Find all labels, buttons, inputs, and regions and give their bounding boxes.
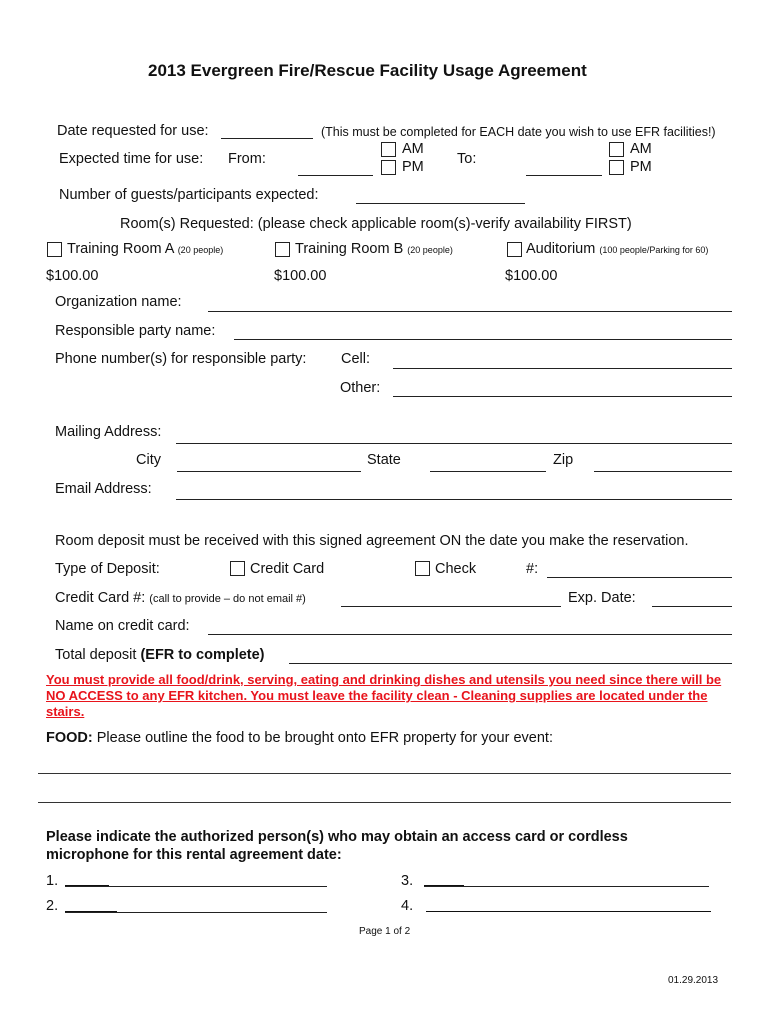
food-instructions: Please outline the food to be brought onto EFR property for your event: [96, 730, 553, 746]
food-label: FOOD: [46, 730, 93, 746]
guests-field[interactable] [356, 203, 525, 204]
credit-card-checkbox[interactable] [230, 561, 245, 576]
auditorium-price: $100.00 [505, 268, 558, 284]
authorized-number-3: 3. [401, 873, 414, 889]
food-line-1[interactable] [38, 773, 731, 774]
check-number-field[interactable] [547, 577, 732, 578]
expected-time-label: Expected time for use: [59, 151, 204, 167]
authorized-heading: Please indicate the authorized person(s) who may obtain an access card or cordless microphone for this rental agreement date: [46, 829, 628, 863]
from-am-label: AM [402, 141, 424, 157]
date-requested-note: (This must be completed for EACH date you wish to use EFR facilities!) [321, 125, 716, 139]
revision-date: 01.29.2013 [668, 975, 719, 986]
time-from-label: From: [228, 151, 266, 167]
to-pm-label: PM [630, 159, 652, 175]
check-number-label: #: [526, 561, 539, 577]
cell-field[interactable] [393, 368, 732, 369]
room-a-capacity: (20 people) [177, 245, 224, 255]
auditorium-capacity: (100 people/Parking for 60) [599, 245, 709, 255]
room-b-capacity: (20 people) [407, 245, 453, 255]
room-a-checkbox[interactable] [47, 242, 62, 257]
total-deposit-label: Total deposit [55, 647, 137, 663]
deposit-type-label: Type of Deposit: [55, 561, 160, 577]
city-field[interactable] [177, 471, 361, 472]
from-pm-checkbox[interactable] [381, 160, 396, 175]
to-am-checkbox[interactable] [609, 142, 624, 157]
check-label: Check [435, 561, 477, 577]
guests-label: Number of guests/participants expected: [59, 187, 319, 203]
other-phone-label: Other: [340, 380, 381, 396]
food-line-2[interactable] [38, 802, 731, 803]
authorized-person-4-field[interactable] [426, 911, 711, 912]
cc-number-label: Credit Card #: [55, 590, 146, 606]
authorized-person-1-field[interactable] [65, 886, 327, 887]
authorized-person-1-underline [65, 885, 109, 886]
authorized-person-3-underline [424, 885, 464, 886]
total-deposit-field[interactable] [289, 663, 732, 664]
name-on-card-label: Name on credit card: [55, 618, 190, 634]
rooms-heading: Room(s) Requested: (please check applicable room(s)-verify availability FIRST) [120, 216, 632, 232]
exp-date-label: Exp. Date: [568, 590, 636, 606]
auditorium-name: Auditorium [526, 241, 596, 257]
state-label: State [367, 452, 401, 468]
state-field[interactable] [430, 471, 546, 472]
mailing-field[interactable] [176, 443, 732, 444]
time-from-field[interactable] [298, 175, 373, 176]
auditorium-checkbox[interactable] [507, 242, 522, 257]
authorized-number-4: 4. [401, 898, 414, 914]
to-am-label: AM [630, 141, 652, 157]
cc-number-note: (call to provide – do not email #) [149, 593, 306, 605]
to-pm-checkbox[interactable] [609, 160, 624, 175]
room-a-name: Training Room A [67, 241, 174, 257]
page-title: 2013 Evergreen Fire/Rescue Facility Usage Agreement [148, 61, 587, 80]
from-pm-label: PM [402, 159, 424, 175]
authorized-number-1: 1. [46, 873, 59, 889]
responsible-field[interactable] [234, 339, 732, 340]
phone-label: Phone number(s) for responsible party: [55, 351, 307, 367]
check-checkbox[interactable] [415, 561, 430, 576]
mailing-label: Mailing Address: [55, 424, 162, 440]
authorized-number-2: 2. [46, 898, 59, 914]
zip-label: Zip [553, 452, 574, 468]
time-to-label: To: [457, 151, 477, 167]
kitchen-warning: You must provide all food/drink, serving, eating and drinking dishes and utensils you need since there will be NO ACCESS to any EFR kitchen. You must leave the facility clean - Cleaning supplies are located under the stairs. [46, 672, 722, 719]
email-label: Email Address: [55, 481, 152, 497]
room-a-price: $100.00 [46, 268, 99, 284]
authorized-person-2-underline [65, 911, 117, 912]
room-b-name: Training Room B [295, 241, 404, 257]
time-to-field[interactable] [526, 175, 602, 176]
credit-card-label: Credit Card [250, 561, 325, 577]
total-deposit-note: (EFR to complete) [140, 647, 265, 663]
cell-label: Cell: [341, 351, 371, 367]
date-requested-field[interactable] [221, 138, 313, 139]
exp-date-field[interactable] [652, 606, 732, 607]
authorized-person-2-field[interactable] [65, 912, 327, 913]
authorized-person-3-field[interactable] [424, 886, 709, 887]
deposit-notice: Room deposit must be received with this signed agreement ON the date you make the reservation. [55, 533, 689, 549]
responsible-label: Responsible party name: [55, 323, 216, 339]
organization-label: Organization name: [55, 294, 182, 310]
from-am-checkbox[interactable] [381, 142, 396, 157]
page-number: Page 1 of 2 [359, 926, 411, 937]
room-b-price: $100.00 [274, 268, 327, 284]
other-phone-field[interactable] [393, 396, 732, 397]
organization-field[interactable] [208, 311, 732, 312]
email-field[interactable] [176, 499, 732, 500]
cc-number-field[interactable] [341, 606, 561, 607]
room-b-checkbox[interactable] [275, 242, 290, 257]
city-label: City [136, 452, 161, 468]
zip-field[interactable] [594, 471, 732, 472]
name-on-card-field[interactable] [208, 634, 732, 635]
date-requested-label: Date requested for use: [57, 123, 209, 139]
